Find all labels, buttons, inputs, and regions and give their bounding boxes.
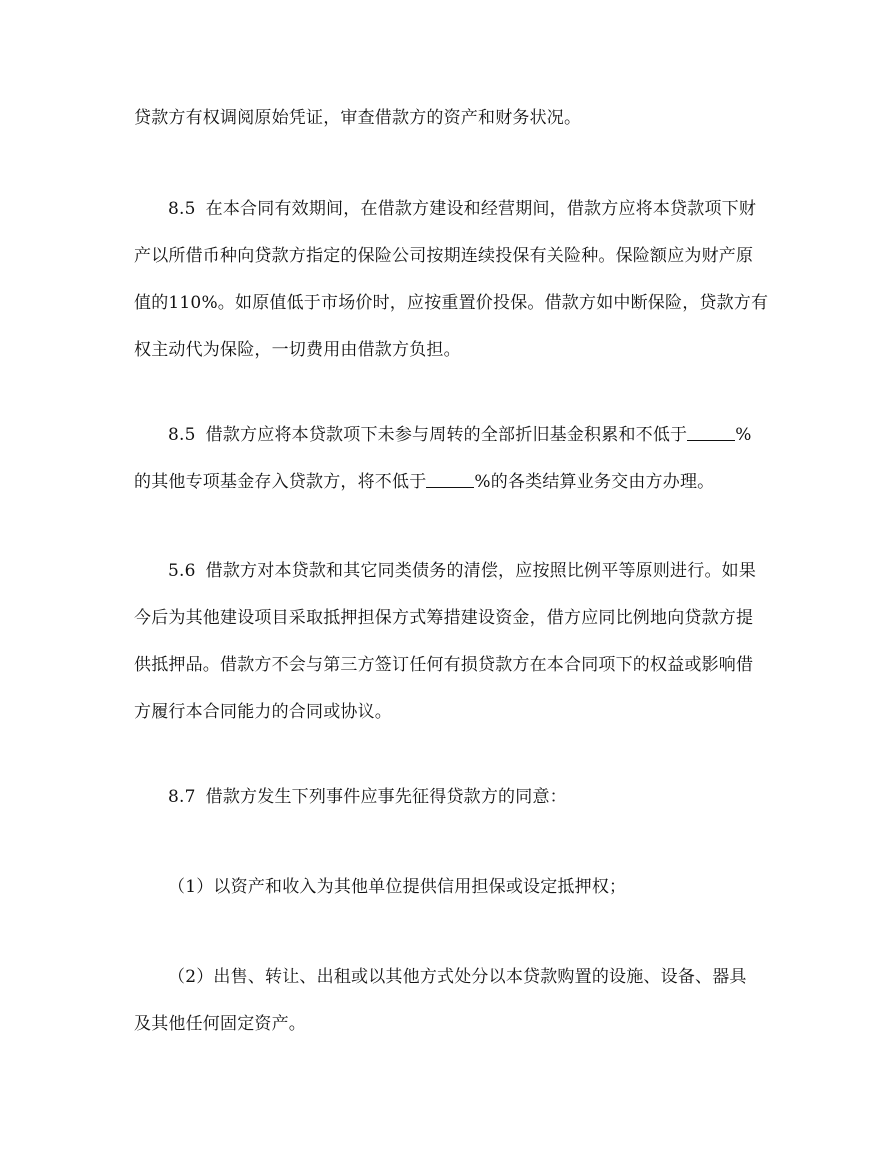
- text-line: 值的110%。如原值低于市场价时，应按重置价投保。借款方如中断保险，贷款方有: [134, 293, 769, 313]
- text-line: [134, 548, 774, 595]
- text-line: [134, 412, 774, 459]
- paragraph-item-2: [134, 954, 774, 1048]
- paragraph-item-1: [134, 864, 774, 911]
- text-line: 产以所借币种向贷款方指定的保险公司按期连续投保有关险种。保险额应为财产原: [134, 246, 754, 266]
- text-line: 权主动代为保险，一切费用由借款方负担。: [134, 340, 461, 360]
- paragraph-insurance-8-5: [134, 186, 774, 374]
- text-line-content: 借款方发生下列事件应事先征得贷款方的同意：: [205, 787, 567, 807]
- clause-number: 8.5: [168, 425, 196, 445]
- text-line-content: 借款方应将本贷款项下未参与周转的全部折旧基金积累和不低于: [205, 425, 688, 445]
- text-line: （1）以资产和收入为其他单位提供信用担保或设定抵押权；: [168, 877, 627, 897]
- text-line: [134, 774, 774, 821]
- text-line: [134, 186, 774, 233]
- blank-fill-line: [426, 471, 474, 488]
- text-line-content: 借款方对本贷款和其它同类债务的清偿，应按照比例平等原则进行。如果: [205, 561, 757, 581]
- text-line: 贷款方有权调阅原始凭证，审查借款方的资产和财务状况。: [134, 108, 582, 128]
- text-line: [134, 459, 774, 506]
- text-line: 方履行本合同能力的合同或协议。: [134, 702, 392, 722]
- text-line: （2）出售、转让、出租或以其他方式处分以本贷款购置的设施、设备、器具: [168, 967, 747, 987]
- text-line-content: %的各类结算业务交由方办理。: [474, 472, 715, 492]
- paragraph-repayment-5-6: [134, 548, 774, 736]
- percent-sign: %: [735, 425, 752, 445]
- paragraph-audit-rights: [134, 95, 774, 142]
- text-line: 今后为其他建设项目采取抵押担保方式筹措建设资金，借方应同比例地向贷款方提: [134, 608, 754, 628]
- text-line-content: 在本合同有效期间，在借款方建设和经营期间，借款方应将本贷款项下财: [205, 199, 757, 219]
- text-line-content: 的其他专项基金存入贷款方，将不低于: [134, 472, 427, 492]
- blank-fill-line: [687, 424, 735, 441]
- text-line: 及其他任何固定资产。: [134, 1014, 306, 1034]
- paragraph-funds-8-5: [134, 412, 774, 506]
- clause-number: 8.7: [168, 787, 196, 807]
- paragraph-consent-8-7: [134, 774, 774, 821]
- clause-number: 8.5: [168, 199, 196, 219]
- clause-number: 5.6: [168, 561, 196, 581]
- text-line: 供抵押品。借款方不会与第三方签订任何有损贷款方在本合同项下的权益或影响借: [134, 655, 754, 675]
